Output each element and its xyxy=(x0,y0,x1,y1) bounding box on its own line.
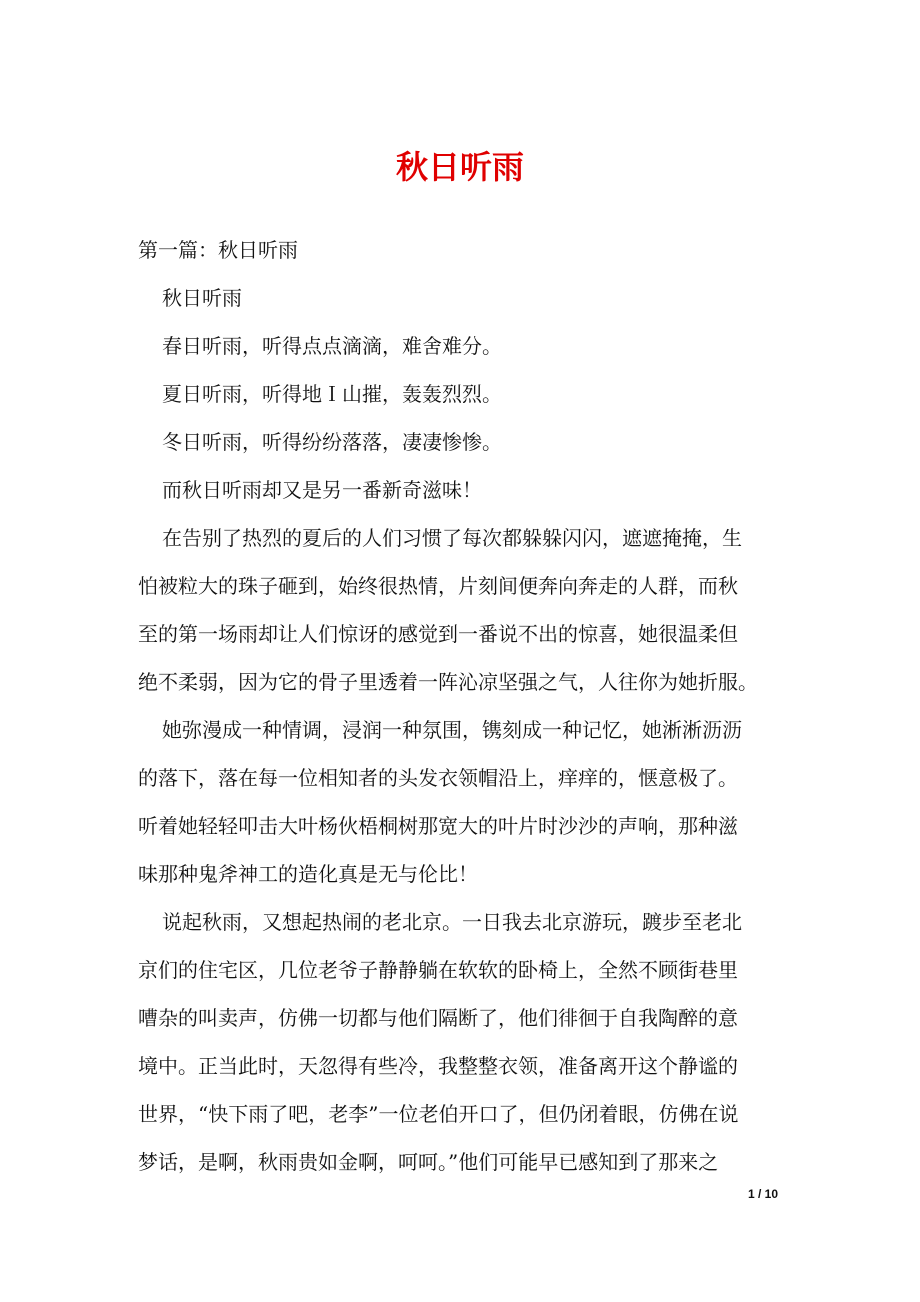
text-line: 在告别了热烈的夏后的人们习惯了每次都躲躲闪闪，遮遮掩掩，生 xyxy=(162,526,742,550)
text-line: 怕被粒大的珠子砸到，始终很热情，片刻间便奔向奔走的人群，而秋 xyxy=(138,574,738,598)
text-line: 嘈杂的叫卖声，仿佛一切都与他们隔断了，他们徘徊于自我陶醉的意 xyxy=(138,1006,738,1030)
text-line: 至的第一场雨却让人们惊讶的感觉到一番说不出的惊喜，她很温柔但 xyxy=(138,622,738,646)
text-line: 梦话，是啊，秋雨贵如金啊，呵呵。”他们可能早已感知到了那来之 xyxy=(138,1150,719,1174)
text-line: 味那种鬼斧神工的造化真是无与伦比！ xyxy=(138,862,478,886)
text-line: 的落下，落在每一位相知者的头发衣领帽沿上，痒痒的，惬意极了。 xyxy=(138,766,738,790)
text-line: 世界，“快下雨了吧，老李”一位老伯开口了，但仍闭着眼，仿佛在说 xyxy=(138,1102,739,1126)
document-title: 秋日听雨 xyxy=(395,148,524,186)
text-line: 春日听雨，听得点点滴滴，难舍难分。 xyxy=(162,334,502,358)
page-number: 1 / 10 xyxy=(747,1187,778,1201)
text-line: 说起秋雨，又想起热闹的老北京。一日我去北京游玩，踱步至老北 xyxy=(162,910,742,934)
text-line: 境中。正当此时，天忽得有些冷，我整整衣领，准备离开这个静谧的 xyxy=(138,1054,738,1078)
text-line: 听着她轻轻叩击大叶杨伙梧桐树那宽大的叶片时沙沙的声响，那种滋 xyxy=(138,814,738,838)
text-line: 她弥漫成一种情调，浸润一种氛围，镌刻成一种记忆，她淅淅沥沥 xyxy=(162,718,742,742)
document-body xyxy=(138,226,782,1186)
text-line: 秋日听雨 xyxy=(162,286,242,310)
section-heading: 第一篇：秋日听雨 xyxy=(138,238,298,262)
text-line: 夏日听雨，听得地Ｉ山摧，轰轰烈烈。 xyxy=(162,382,502,406)
text-line: 京们的住宅区，几位老爷子静静躺在软软的卧椅上，全然不顾街巷里 xyxy=(138,958,738,982)
text-line: 冬日听雨，听得纷纷落落，凄凄惨惨。 xyxy=(162,430,502,454)
text-line: 绝不柔弱，因为它的骨子里透着一阵沁凉坚强之气，人往你为她折服。 xyxy=(138,670,758,694)
text-line: 而秋日听雨却又是另一番新奇滋味！ xyxy=(162,478,482,502)
